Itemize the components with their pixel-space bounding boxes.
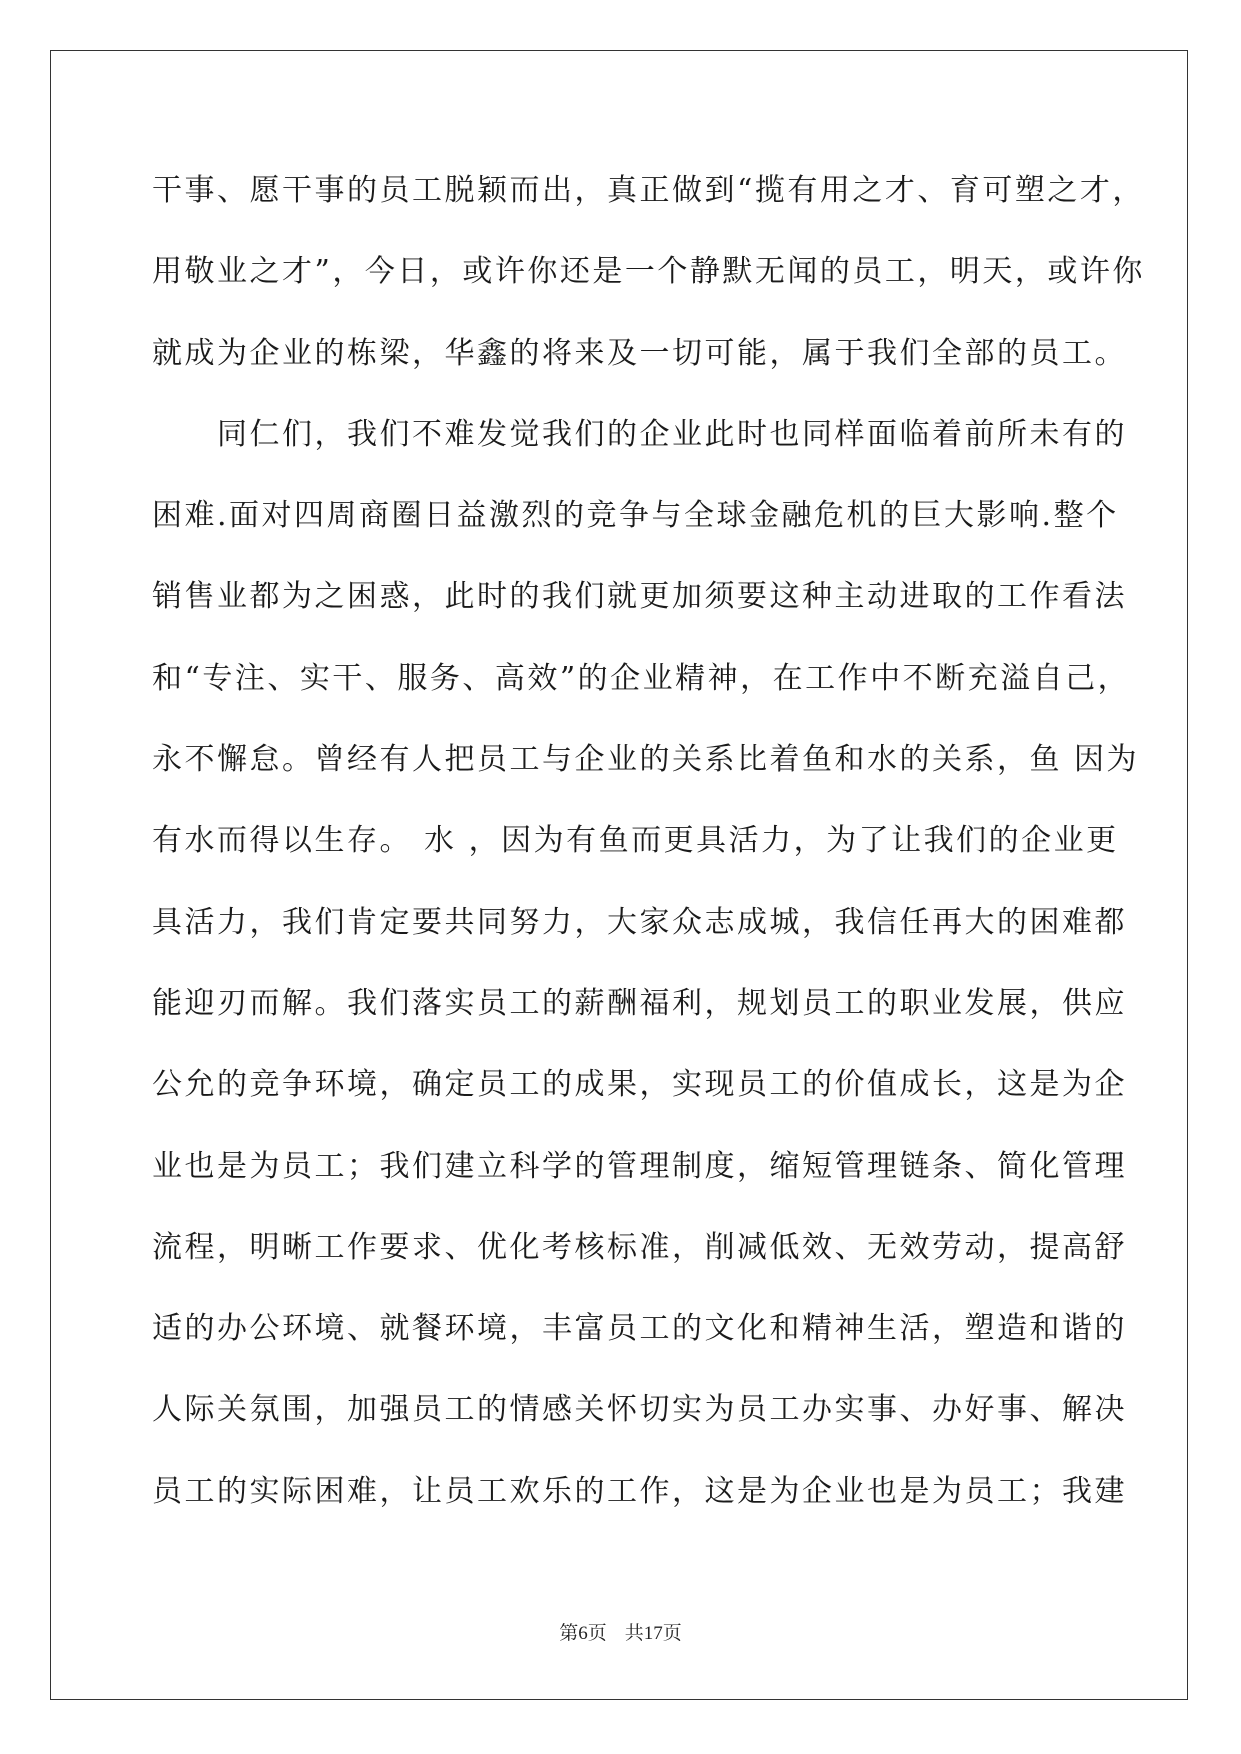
text-line: 适的办公环境、就餐环境，丰富员工的文化和精神生活，塑造和谐的 [152, 1311, 1127, 1347]
text-line: 业也是为员工；我们建立科学的管理制度，缩短管理链条、简化管理 [152, 1148, 1127, 1184]
text-line: 流程，明晰工作要求、优化考核标准，削减低效、无效劳动，提高舒 [152, 1229, 1127, 1265]
text-line: 人际关氛围，加强员工的情感关怀切实为员工办实事、办好事、解决 [152, 1392, 1127, 1428]
page-footer [0, 1618, 1241, 1645]
page-number: 第6页 [559, 1623, 607, 1644]
text-line: 干事、愿干事的员工脱颖而出，真正做到“揽有用之才、育可塑之才， [152, 173, 1145, 208]
text-line: 能迎刃而解。我们落实员工的薪酬福利，规划员工的职业发展，供应 [152, 985, 1127, 1021]
text-line: 员工的实际困难，让员工欢乐的工作，这是为企业也是为员工；我建 [152, 1473, 1127, 1509]
text-line: 和“专注、实干、服务、高效”的企业精神，在工作中不断充溢自己， [152, 660, 1131, 696]
text-line: 具活力，我们肯定要共同努力，大家众志成城，我信任再大的困难都 [152, 904, 1127, 940]
text-line: 就成为企业的栋梁，华鑫的将来及一切可能，属于我们全部的员工。 [152, 335, 1127, 371]
text-line: 销售业都为之困惑，此时的我们就更加须要这种主动进取的工作看法 [152, 579, 1127, 615]
text-line: 用敬业之才”，今日，或许你还是一个静默无闻的员工，明天，或许你 [152, 254, 1145, 290]
text-line: 永不懈怠。曾经有人把员工与企业的关系比着鱼和水的关系，鱼 因为 [152, 742, 1140, 778]
text-line: 困难.面对四周商圈日益激烈的竞争与全球金融危机的巨大影响.整个 [152, 498, 1119, 534]
text-line: 同仁们，我们不难发觉我们的企业此时也同样面临着前所未有的 [152, 416, 1127, 452]
page-total: 共17页 [624, 1623, 682, 1644]
text-line: 有水而得以生存。 水 ，因为有鱼而更具活力，为了让我们的企业更 [152, 823, 1119, 859]
document-body [152, 150, 1145, 1532]
text-line: 公允的竞争环境，确定员工的成果，实现员工的价值成长，这是为企 [152, 1067, 1127, 1103]
